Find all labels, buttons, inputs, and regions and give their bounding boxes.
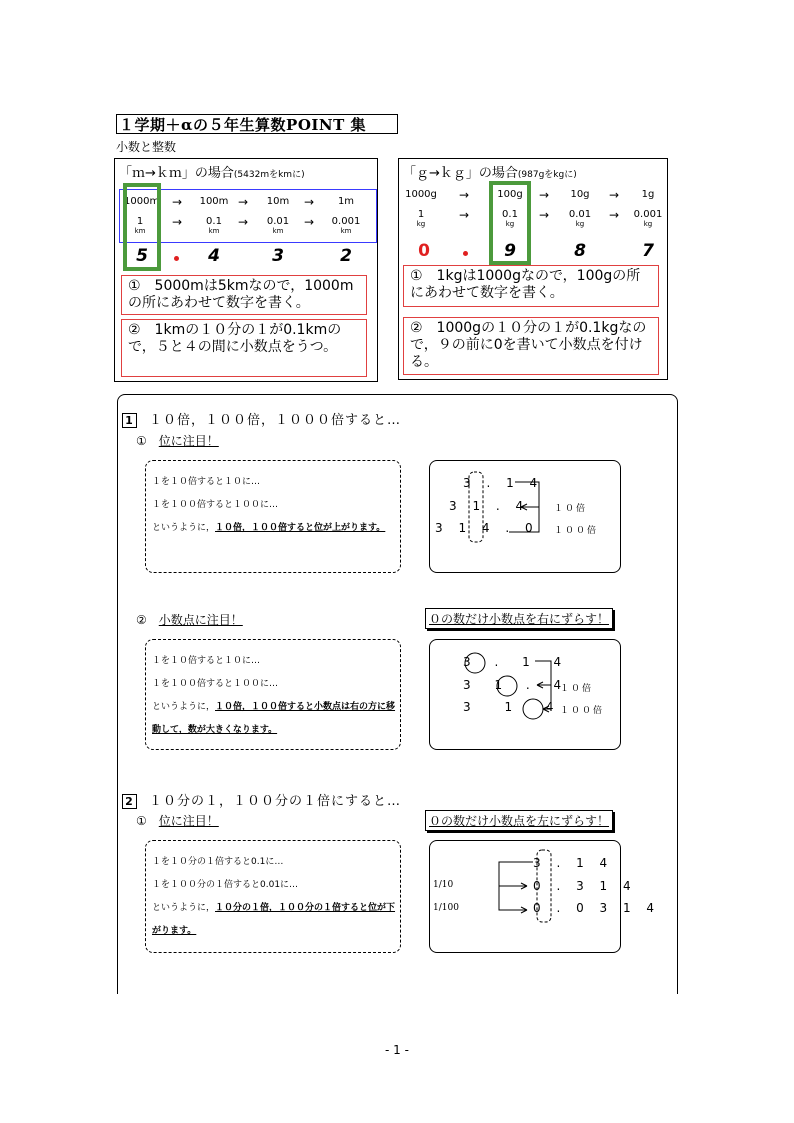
explain-line: １を１０分の１倍すると0.1に… [152, 857, 284, 867]
unit-label: kg [643, 220, 653, 228]
unit-label: km [208, 227, 220, 235]
sec1-sub1-num: ① [136, 434, 147, 448]
digit-9: 9 [504, 241, 516, 261]
arrow-icon: → [609, 188, 620, 202]
tip-tag-left-text: ０の数だけ小数点を左にずらす！ [429, 814, 610, 828]
explain-line [152, 897, 400, 943]
label-1-10: 1/10 [433, 880, 454, 890]
point-box-2: ② 1kmの１０分の１が0.1kmので，５と４の間に小数点をうつ。 [121, 319, 367, 377]
digit-5: 5 [136, 246, 148, 266]
label-100x: １００倍 [554, 526, 599, 536]
digit-2: 2 [340, 246, 352, 266]
arrow-icon: → [539, 208, 550, 222]
arrow-icon: → [459, 188, 470, 202]
sec1-sub1 [136, 432, 219, 449]
unit-label: km [134, 227, 146, 235]
diag2-row-3: 3 1 4 [463, 700, 569, 714]
arrowhead-icon [521, 883, 527, 913]
digit-8: 8 [574, 241, 586, 261]
section-1-heading [122, 409, 401, 428]
cell-1m: 1m [337, 196, 355, 207]
sec1-sub1-text: 位に注目！ [158, 434, 219, 448]
cell-100g: 100g [497, 189, 523, 200]
section-1-badge: 1 [122, 413, 137, 428]
digit-4: 4 [208, 246, 220, 266]
cell-1000m: 1000m [124, 196, 160, 207]
unit-label: kg [416, 220, 426, 228]
value-0.01: 0.01 [568, 209, 592, 220]
cell-1000g: 1000g [405, 189, 437, 200]
arrow-icon: → [238, 195, 249, 209]
value-0.001: 0.001 [633, 209, 663, 220]
digit-3: 3 [272, 246, 284, 266]
page-subtitle: 小数と整数 [116, 140, 177, 154]
sec2-sub1-text: 位に注目！ [158, 814, 219, 828]
panel-g-to-kg [398, 158, 668, 380]
unit-label: kg [505, 220, 515, 228]
page-title: １学期＋αの５年生算数POINT 集 [116, 114, 398, 134]
cell-0.01km [258, 216, 298, 235]
digit-7: 7 [642, 241, 654, 261]
explain-line [152, 696, 400, 742]
cell-0.1km [194, 216, 234, 235]
cell-0.001kg [629, 209, 667, 228]
value-0.1: 0.1 [206, 216, 222, 227]
tip-tag-left [425, 810, 613, 831]
explain-line: １を１０倍すると１０に… [152, 656, 261, 666]
arrow-icon: → [609, 208, 620, 222]
diag1-row-1: 3 . 1 4 [463, 476, 544, 490]
sec1-sub2 [136, 611, 243, 628]
diag2-row-1: 3 . 1 4 [463, 655, 572, 669]
decimal-point-dot [174, 256, 179, 261]
diag2-row-2: 3 1 . 4 [463, 678, 572, 692]
section-2-heading [122, 790, 401, 809]
page-number: - 1 - [385, 1043, 409, 1057]
explain-box-2 [145, 639, 401, 750]
explain-line: １を１００倍すると１００に… [152, 500, 279, 510]
sec1-sub2-num: ② [136, 613, 147, 627]
digit-0: 0 [418, 241, 430, 261]
value-0.01: 0.01 [266, 216, 290, 227]
arrow-icon: → [304, 215, 315, 229]
cell-1g: 1g [641, 189, 655, 200]
cell-1kg [403, 209, 439, 228]
value-0.001: 0.001 [331, 216, 361, 227]
point-box-1: ① 1kgは1000gなので，100gの所にあわせて数字を書く。 [403, 265, 659, 307]
explain-line [152, 517, 400, 540]
arrow-icon: → [539, 188, 550, 202]
explain-bold: １０分の１倍，１００分の１倍すると位が下がります。 [152, 903, 396, 936]
cell-0.01kg [561, 209, 599, 228]
explain-line: １を１００分の１倍すると0.01に… [152, 880, 299, 890]
arrow-icon: → [172, 215, 183, 229]
panel-m-heading-text: 「ｍ→ｋｍ」の場合 [119, 166, 234, 181]
tip-tag-right [425, 608, 613, 629]
sec1-sub2-text: 小数点に注目！ [158, 613, 243, 627]
value-1: 1 [136, 216, 144, 227]
explain-line: １を１０倍すると１０に… [152, 477, 261, 487]
arrow-icon: → [459, 208, 470, 222]
cell-10g: 10g [570, 189, 590, 200]
sec2-sub1 [136, 812, 219, 829]
arrow-icon: → [172, 195, 183, 209]
explain-bold: １０倍，１００倍すると小数点は右の方に移動して，数が大きくなります。 [152, 702, 396, 735]
diag1-row-2: 3 1 . 4 [449, 499, 530, 513]
explain-line-text: というように， [152, 903, 216, 913]
panel-g-heading [403, 162, 577, 181]
value-0.1: 0.1 [502, 209, 518, 220]
section-2-heading-text: １０分の１，１００分の１倍にすると… [149, 794, 402, 809]
cell-0.001km [326, 216, 366, 235]
diag3-row-3: 0 . 0 3 1 4 [533, 901, 661, 915]
explain-bold: １０倍，１００倍すると位が上がります。 [215, 523, 386, 533]
diag3-row-1: 3 . 1 4 [533, 856, 614, 870]
label-10x: １０倍 [554, 504, 588, 514]
panel-m-note: (5432mをkmに) [233, 170, 305, 180]
arrow-icon: → [238, 215, 249, 229]
point-box-1: ① 5000mは5kmなので，1000mの所にあわせて数字を書く。 [121, 275, 367, 315]
arrow-icon: → [304, 195, 315, 209]
unit-label: kg [575, 220, 585, 228]
section-2-badge: 2 [122, 794, 137, 809]
panel-m-to-km [114, 158, 378, 382]
label-1-100: 1/100 [433, 903, 459, 913]
explain-line-text: というように， [152, 702, 216, 712]
explain-line: １を１００倍すると１００に… [152, 679, 279, 689]
diag1-row-3: 3 1 4 . 0 [435, 521, 539, 535]
cell-100m: 100m [199, 196, 229, 207]
panel-g-note: (987gをkgに) [517, 170, 577, 180]
explain-box-1 [145, 460, 401, 573]
section-1-heading-text: １０倍，１００倍，１０００倍すると… [149, 413, 402, 428]
explain-line-text: というように， [152, 523, 216, 533]
value-1: 1 [417, 209, 425, 220]
tip-tag-right-text: ０の数だけ小数点を右にずらす！ [429, 612, 610, 626]
cell-10m: 10m [266, 196, 290, 207]
unit-label: km [272, 227, 284, 235]
diag3-row-2: 0 . 3 1 4 [533, 879, 637, 893]
decimal-point-dot [463, 251, 468, 256]
point-box-2: ② 1000gの１０分の１が0.1kgなので，９の前に0を書いて小数点を付ける。 [403, 317, 659, 375]
sec2-sub1-num: ① [136, 814, 147, 828]
unit-label: km [340, 227, 352, 235]
panel-g-heading-text: 「ｇ→ｋｇ」の場合 [403, 166, 518, 181]
panel-m-heading [119, 162, 305, 181]
label-10x: １０倍 [560, 684, 594, 694]
label-100x: １００倍 [560, 706, 605, 716]
explain-box-3 [145, 840, 401, 953]
